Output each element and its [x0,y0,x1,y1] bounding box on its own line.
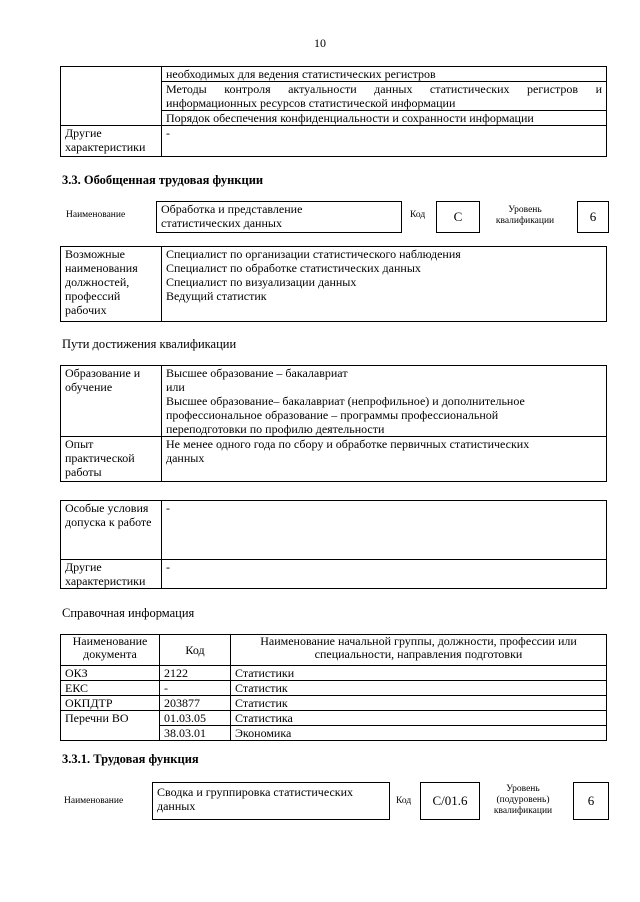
ref-cell: Статистика [231,711,607,726]
tf-code-value-box [420,782,480,820]
ref-cell: ЕКС [61,681,160,696]
tf-name-value-box [152,782,390,820]
positions-table [60,246,607,322]
top-table-other-value: - [162,126,607,157]
table-row [61,711,607,726]
ref-cell: Статистик [231,696,607,711]
ref-cell: Статистик [231,681,607,696]
ref-header-code: Код [160,635,231,666]
ref-cell: - [160,681,231,696]
position-4: Ведущий статистик [166,289,267,303]
ref-cell: Экономика [231,726,607,741]
position-1: Специалист по организации статистического наблюдения [166,247,461,261]
ref-cell: ОКЗ [61,666,160,681]
reference-table [60,634,607,741]
top-table-line-1: необходимых для ведения статистических регистров [162,67,607,82]
tf-level-value-box [573,782,609,820]
level-label: Уровень квалификации [495,205,555,226]
ref-cell: 2122 [160,666,231,681]
tf-name-label: Наименование [64,796,124,806]
education-label: Образование и обучение [61,366,162,437]
special-value: - [162,501,607,560]
position-3: Специалист по визуализации данных [166,275,357,289]
table-row [61,696,607,711]
paths-heading: Пути достижения квалификации [62,337,237,351]
top-table-left-cell [61,67,162,126]
name-label: Наименование [66,210,126,220]
education-table [60,365,607,482]
top-table-line-2: Методы контроля актуальности данных статистических регистров и информационных ресурсов статистической информации [162,82,607,111]
code-value-box [436,201,480,233]
other-value: - [162,560,607,589]
code-label: Код [410,210,426,220]
other-label: Другие характеристики [61,560,162,589]
reference-header-row [61,635,607,666]
tf-code-value: C/01.6 [432,793,468,808]
ref-cell: 203877 [160,696,231,711]
ref-header-name: Наименование начальной группы, должности, профессии или специальности, направления подготовки [231,635,607,666]
ref-cell: Статистики [231,666,607,681]
education-value: Высшее образование – бакалавриат или Высшее образование– бакалавриат (непрофильное) и дополнительное профессиональное образование – программы профессиональной переподготовки по профилю деятельности [162,366,607,437]
experience-value: Не менее одного года по сбору и обработке первичных статистических данных [162,437,607,482]
code-value: C [453,209,463,224]
tf-name-value: Сводка и группировка статистических данных [157,785,354,813]
reference-heading: Справочная информация [62,606,195,620]
experience-label: Опыт практической работы [61,437,162,482]
tf-level-value: 6 [587,793,595,808]
ref-cell: ОКПДТР [61,696,160,711]
section-331-heading: 3.3.1. Трудовая функция [62,752,199,766]
level-value-box [577,201,609,233]
level-value: 6 [589,209,597,224]
name-value-box [156,201,402,233]
top-table-other-label: Другие характеристики [61,126,162,157]
page-number: 10 [314,36,326,50]
special-table [60,500,607,589]
top-table [60,66,607,157]
table-row [61,681,607,696]
position-2: Специалист по обработке статистических данных [166,261,421,275]
section-33-heading: 3.3. Обобщенная трудовая функции [62,173,264,187]
ref-cell: Перечни ВО [61,711,160,741]
name-value: Обработка и представление статистических данных [161,202,303,230]
ref-header-doc: Наименование документа [61,635,160,666]
special-label: Особые условия допуска к работе [61,501,162,560]
ref-cell: 01.03.05 [160,711,231,726]
tf-level-label: Уровень (подуровень) квалификации [493,784,553,816]
tf-code-label: Код [396,796,412,806]
top-table-line-4: Порядок обеспечения конфиденциальности и сохранности информации [162,111,607,126]
table-row [61,666,607,681]
positions-label: Возможные наименования должностей, профессий рабочих [61,247,162,322]
positions-list [162,247,607,322]
ref-cell: 38.03.01 [160,726,231,741]
